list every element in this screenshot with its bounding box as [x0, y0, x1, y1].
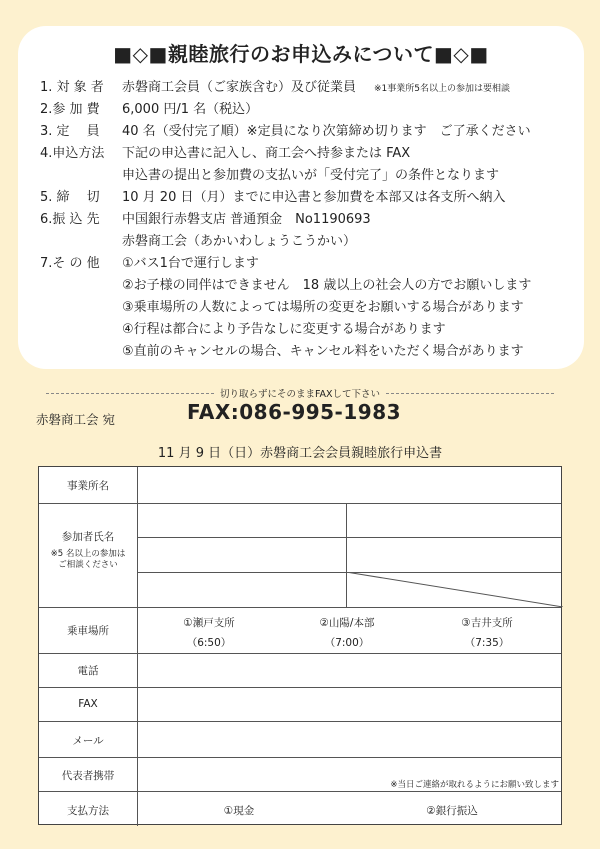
mail-label: メール: [72, 735, 104, 747]
addressee: 赤磐商工会 宛: [36, 412, 115, 427]
boarding-option-3[interactable]: [437, 615, 537, 650]
info-row-label: 6.振 込 先: [40, 212, 100, 227]
info-row-value-text: 10 月 20 日（月）までに申込書と参加費を本部又は各支所へ納入: [122, 190, 506, 205]
info-row-value-text: ①バス1台で運行します: [122, 256, 259, 271]
info-row-value-text: 6,000 円/1 名（税込）: [122, 102, 259, 117]
info-row-value: [122, 98, 258, 117]
cut-line-text: 切り取らずにそのままFAXして下さい: [216, 389, 384, 400]
info-row-value-text: ②お子様の同伴はできません 18 歳以上の社会人の方でお願いします: [122, 278, 532, 293]
office-name-field[interactable]: [138, 467, 562, 503]
phone-field[interactable]: [138, 654, 562, 687]
fax-field[interactable]: [138, 688, 562, 721]
info-row-value-text: 下記の申込書に記入し、商工会へ持参または FAX: [122, 146, 411, 161]
info-row-value: [122, 340, 524, 359]
mobile-label: 代表者携帯: [61, 770, 115, 782]
info-row-label: 5. 締 切: [40, 190, 100, 205]
fax-number: FAX:086-995-1983: [187, 400, 402, 424]
boarding-option-3-name: ③吉井支所: [461, 617, 513, 629]
info-row-value: [122, 164, 499, 183]
info-row-value: [122, 296, 524, 315]
info-row-value-text: ④行程は都合により予告なしに変更する場合があります: [122, 322, 446, 337]
info-row-value-text: 赤磐商工会員（ご家族含む）及び従業員: [122, 80, 357, 95]
boarding-option-1-time: （6:50）: [186, 637, 232, 649]
payment-label: 支払方法: [67, 805, 109, 817]
info-row-label: 1. 対 象 者: [40, 80, 104, 95]
mail-field[interactable]: [138, 722, 562, 757]
info-row-value-text: 赤磐商工会（あかいわしょうこうかい）: [122, 234, 357, 249]
info-row-value: [122, 76, 510, 95]
info-row-value-text: ③乗車場所の人数によっては場所の変更をお願いする場合があります: [122, 300, 524, 315]
info-row-value-text: 中国銀行赤磐支店 普通預金 No1190693: [122, 212, 371, 227]
boarding-option-2[interactable]: [297, 615, 397, 650]
participant-field-1[interactable]: [138, 504, 345, 537]
info-row-value: [122, 142, 410, 161]
participant-field-2[interactable]: [347, 504, 562, 537]
info-row-label: 2.参 加 費: [40, 102, 100, 117]
fax-label: FAX: [78, 698, 98, 710]
info-row-value: [122, 120, 531, 139]
info-row-value: [122, 186, 505, 205]
participants-note: ※5 名以上の参加は ご相談ください: [50, 549, 126, 570]
participant-field-3[interactable]: [138, 538, 345, 572]
info-row-label: 7.そ の 他: [40, 256, 100, 271]
info-row-value: [122, 208, 371, 227]
info-row-label: 3. 定 員: [40, 124, 100, 139]
boarding-option-2-time: （7:00）: [324, 637, 370, 649]
participants-label: 参加者氏名: [61, 531, 115, 543]
boarding-option-1-name: ①瀬戸支所: [183, 617, 235, 629]
info-row-value: [122, 230, 356, 249]
info-row-value: [122, 318, 446, 337]
info-title: ■◇■親睦旅行のお申込みについて■◇■: [113, 42, 489, 66]
payment-option-bank[interactable]: ②銀行振込: [426, 805, 478, 817]
blank-slash: [346, 572, 563, 607]
info-row-value-text: ⑤直前のキャンセルの場合、キャンセル料をいただく場合があります: [122, 344, 524, 359]
office-name-label: 事業所名: [67, 480, 109, 492]
form-title: 11 月 9 日（日）赤磐商工会会員親睦旅行申込書: [157, 446, 443, 461]
info-row-note: ※1事業所5名以上の参加は要相談: [374, 84, 511, 94]
participant-field-4[interactable]: [347, 538, 562, 572]
info-row-value: [122, 274, 531, 293]
boarding-option-1[interactable]: [159, 615, 259, 650]
mobile-note: ※当日ご連絡が取れるようにお願い致します: [390, 780, 559, 790]
boarding-option-2-name: ②山陽/本部: [319, 617, 375, 629]
info-row-value: [122, 252, 259, 271]
info-row-label: 4.申込方法: [40, 146, 105, 161]
phone-label: 電話: [77, 665, 99, 677]
payment-option-cash[interactable]: ①現金: [223, 805, 255, 817]
cut-line: [46, 386, 554, 400]
application-form: [38, 466, 562, 825]
info-row-value-text: 40 名（受付完了順）※定員になり次第締め切ります ご了承ください: [122, 124, 531, 139]
participant-field-5[interactable]: [138, 573, 345, 607]
info-panel: [18, 26, 584, 369]
boarding-label: 乗車場所: [67, 625, 109, 637]
boarding-option-3-time: （7:35）: [464, 637, 510, 649]
info-row-value-text: 申込書の提出と参加費の支払いが「受付完了」の条件となります: [122, 168, 500, 183]
